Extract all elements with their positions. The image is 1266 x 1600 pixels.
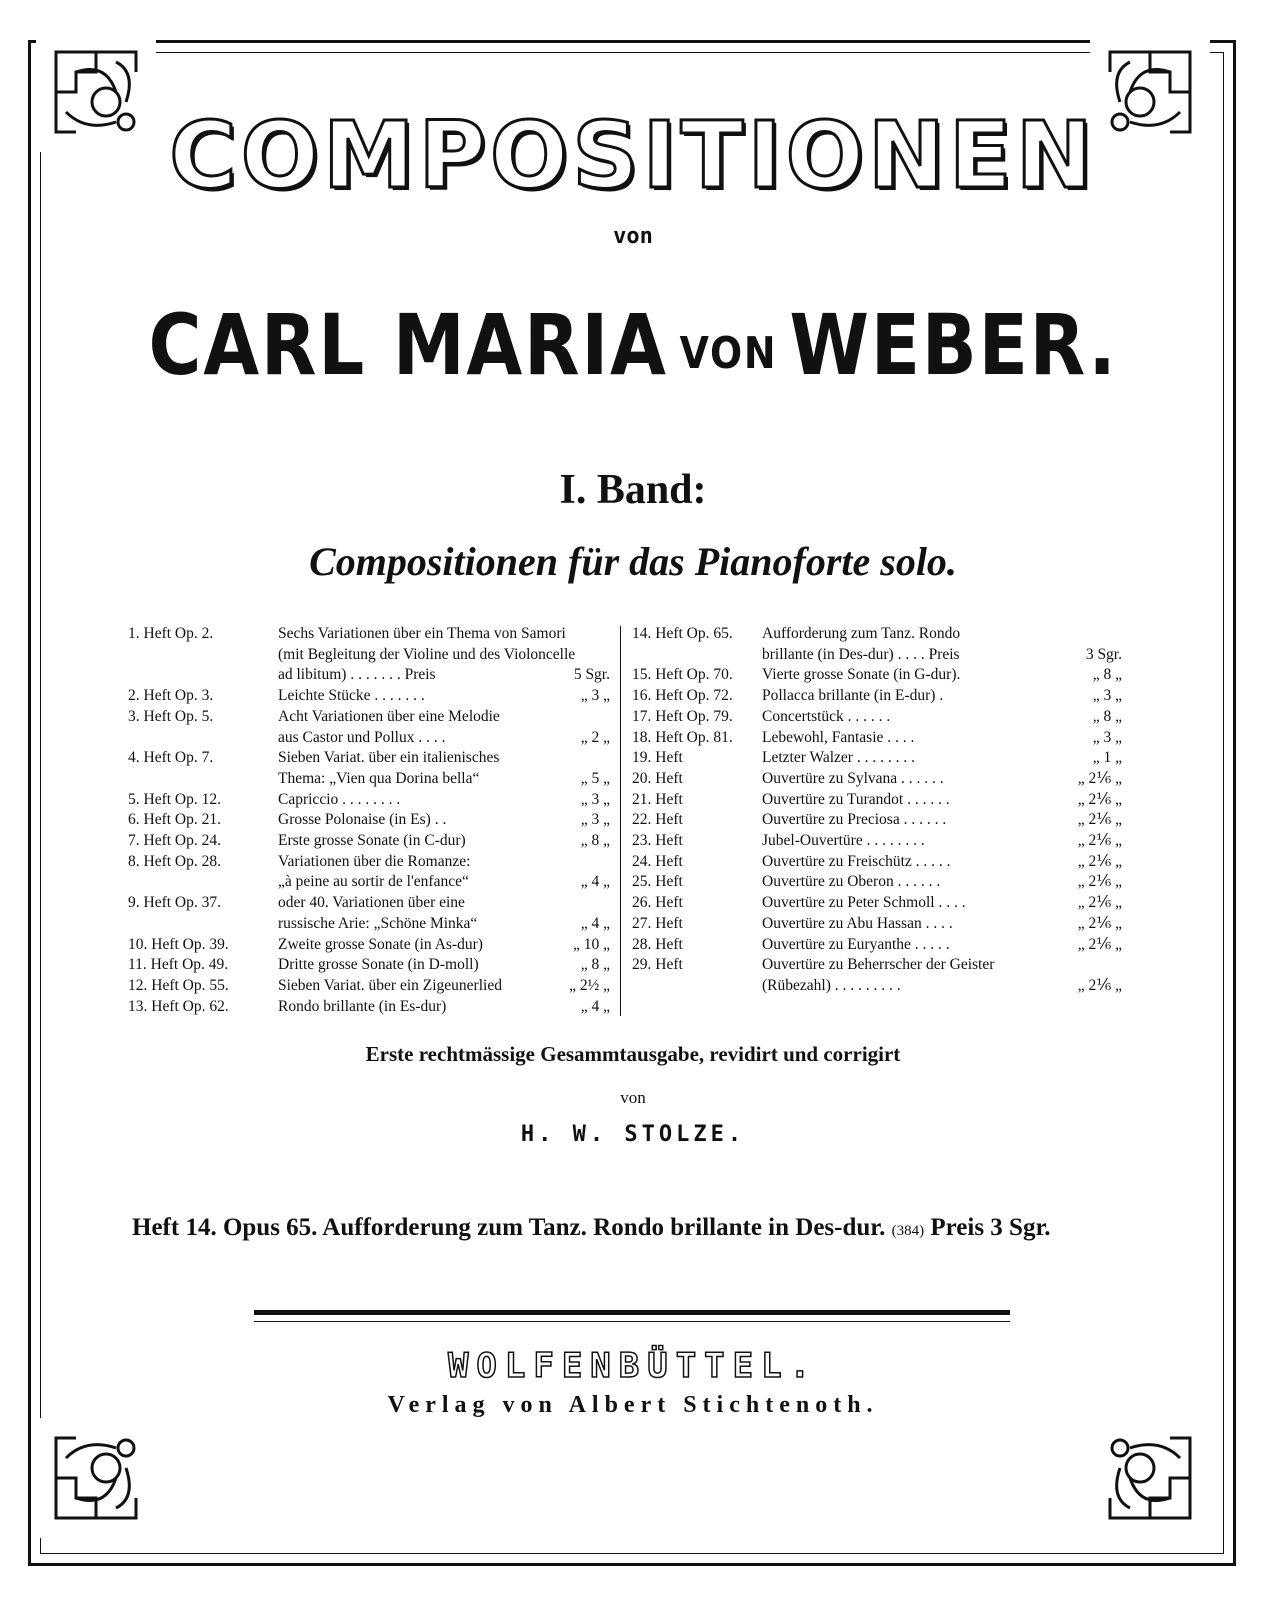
list-item (632, 790, 1122, 811)
entry-desc: Dritte grosse Sonate (in D-moll) (278, 956, 479, 974)
band-heading: I. Band: (559, 467, 707, 513)
list-item (632, 665, 1122, 686)
works-list-left (128, 624, 610, 1017)
entry-desc: „à peine au sortir de l'enfance“ (278, 873, 469, 891)
entry-price (566, 624, 636, 645)
corner-ornament-icon (1090, 1418, 1210, 1538)
list-item (128, 748, 610, 769)
entry-desc: (mit Begleitung der Violine und des Violoncelle (278, 645, 576, 663)
entry-num: 1. Heft Op. 2. (128, 625, 214, 642)
entry-price: „ 2½ „ (569, 976, 610, 994)
entry-price: „ 2⅙ „ (1077, 769, 1122, 787)
issue-price: Preis 3 Sgr. (930, 1214, 1051, 1241)
entry-num: 22. Heft (632, 811, 683, 829)
entry-price: „ 3 „ (580, 790, 610, 808)
entry-desc: aus Castor und Pollux . . . . (278, 728, 446, 746)
list-item (128, 810, 610, 831)
thick-rule (254, 1310, 1010, 1315)
entry-desc: Variationen über die Romanze: (278, 852, 471, 870)
entry-desc: Ouvertüre zu Peter Schmoll . . . . (762, 894, 966, 912)
list-item (632, 831, 1122, 852)
list-item (632, 893, 1122, 914)
entry-desc: Grosse Polonaise (in Es) . . (278, 811, 447, 829)
list-item (128, 769, 610, 790)
entry-desc: Acht Variationen über eine Melodie (278, 707, 500, 725)
list-item (128, 790, 610, 811)
entry-price: „ 4 „ (580, 873, 610, 891)
entry-price: „ 3 „ (580, 811, 610, 829)
entry-desc: Vierte grosse Sonate (in G-dur). (762, 666, 961, 684)
list-item (632, 852, 1122, 873)
entry-price (540, 852, 610, 873)
entry-desc: Capriccio . . . . . . . . (278, 790, 401, 808)
entry-num: 13. Heft Op. 62. (128, 997, 229, 1015)
entry-desc: brillante (in Des-dur) . . . . Preis (762, 645, 960, 663)
list-item (128, 728, 610, 749)
entry-price: „ 2⅙ „ (1077, 873, 1122, 891)
entry-price: „ 2⅙ „ (1077, 894, 1122, 912)
subtitle: Compositionen für das Pianoforte solo. (309, 539, 957, 584)
entry-num: 25. Heft (632, 873, 683, 891)
entry-num (128, 872, 278, 893)
entry-desc: Zweite grosse Sonate (in As-dur) (278, 935, 483, 953)
thin-rule (254, 1321, 1010, 1322)
list-item (632, 769, 1122, 790)
entry-price: „ 10 „ (572, 935, 610, 953)
entry-num: 17. Heft Op. 79. (632, 707, 733, 725)
publisher-city: WOLFENBÜTTEL. (447, 1346, 819, 1386)
entry-num (128, 665, 278, 686)
entry-num (128, 728, 278, 749)
list-item (632, 914, 1122, 935)
list-item (128, 914, 610, 935)
von-label-2: von (620, 1088, 646, 1107)
entry-price (540, 748, 610, 769)
publisher-name: Verlag von Albert Stichtenoth. (387, 1392, 879, 1418)
entry-desc: Sieben Variat. über ein italienisches (278, 749, 500, 767)
entry-num: 9. Heft Op. 37. (128, 894, 221, 912)
entry-num: 4. Heft Op. 7. (128, 749, 214, 767)
entry-desc: Ouvertüre zu Oberon . . . . . . (762, 873, 941, 891)
entry-price: „ 2⅙ „ (1077, 976, 1122, 994)
entry-desc: Leichte Stücke . . . . . . . (278, 687, 425, 705)
entry-desc: ad libitum) . . . . . . . Preis (278, 666, 436, 684)
entry-num: 10. Heft Op. 39. (128, 935, 229, 953)
entry-desc: Rondo brillante (in Es-dur) (278, 997, 447, 1015)
list-item (128, 831, 610, 852)
entry-desc: Lebewohl, Fantasie . . . . (762, 728, 915, 746)
list-item (128, 997, 610, 1018)
entry-price: „ 3 „ (1092, 728, 1122, 746)
page-title: COMPOSITIONEN (169, 102, 1097, 209)
list-item (128, 893, 610, 914)
entry-desc: Ouvertüre zu Preciosa . . . . . . (762, 811, 947, 829)
entry-price: „ 3 „ (580, 687, 610, 705)
entry-price: „ 2⅙ „ (1077, 811, 1122, 829)
list-item (128, 686, 610, 707)
entry-price: „ 4 „ (580, 914, 610, 932)
entry-num: 11. Heft Op. 49. (128, 956, 229, 974)
entry-price: „ 4 „ (580, 997, 610, 1015)
list-item (632, 707, 1122, 728)
entry-price (1032, 624, 1122, 645)
entry-num: 8. Heft Op. 28. (128, 852, 221, 870)
entry-num: 23. Heft (632, 832, 683, 850)
list-item (128, 645, 610, 666)
entry-num: 18. Heft Op. 81. (632, 728, 733, 746)
entry-price: „ 5 „ (580, 769, 610, 787)
entry-price: „ 2⅙ „ (1077, 832, 1122, 850)
entry-desc: Ouvertüre zu Freischütz . . . . . (762, 852, 951, 870)
entry-num: 28. Heft (632, 935, 683, 953)
list-item (632, 645, 1122, 666)
entry-num: 15. Heft Op. 70. (632, 666, 733, 684)
plate-number: (384) (891, 1223, 925, 1239)
entry-num: 16. Heft Op. 72. (632, 687, 733, 705)
entry-num: 7. Heft Op. 24. (128, 832, 221, 850)
entry-desc: Erste grosse Sonate (in C-dur) (278, 832, 466, 850)
entry-desc: Ouvertüre zu Turandot . . . . . . (762, 790, 950, 808)
entry-num: 6. Heft Op. 21. (128, 811, 221, 829)
entry-price: „ 8 „ (580, 832, 610, 850)
entry-desc: Sieben Variat. über ein Zigeunerlied (278, 976, 502, 994)
list-item (128, 624, 610, 645)
entry-num (128, 769, 278, 790)
entry-num: 20. Heft (632, 769, 683, 787)
list-item (128, 665, 610, 686)
editor-name: H. W. STOLZE. (520, 1122, 746, 1147)
corner-ornament-icon (36, 1418, 156, 1538)
entry-price: „ 2 „ (580, 728, 610, 746)
composer-first: CARL MARIA (148, 296, 668, 394)
entry-num (128, 914, 278, 935)
entry-desc: Jubel-Ouvertüre . . . . . . . . (762, 832, 925, 850)
list-item (632, 976, 1122, 997)
entry-num: 29. Heft (632, 956, 683, 974)
current-issue (132, 1214, 1132, 1242)
entry-desc: russische Arie: „Schöne Minka“ (278, 914, 478, 932)
issue-title: Heft 14. Opus 65. Aufforderung zum Tanz. Rondo brillante in Des-dur. (132, 1214, 886, 1241)
list-item (128, 872, 610, 893)
entry-price: „ 3 „ (1092, 687, 1122, 705)
list-item (128, 852, 610, 873)
entry-price: 5 Sgr. (573, 666, 610, 684)
list-item (632, 748, 1122, 769)
list-item (632, 624, 1122, 645)
entry-price: „ 2⅙ „ (1077, 790, 1122, 808)
entry-desc: Sechs Variationen über ein Thema von Samori (278, 625, 566, 642)
entry-num: 14. Heft Op. 65. (632, 625, 733, 642)
entry-desc: (Rübezahl) . . . . . . . . . (762, 976, 901, 994)
entry-price (1032, 955, 1122, 976)
entry-price: „ 2⅙ „ (1077, 935, 1122, 953)
entry-num: 5. Heft Op. 12. (128, 790, 221, 808)
entry-desc: Ouvertüre zu Beherrscher der Geister (762, 956, 995, 974)
list-item (632, 872, 1122, 893)
entry-num: 26. Heft (632, 894, 683, 912)
entry-price: „ 8 „ (1092, 666, 1122, 684)
entry-num: 19. Heft (632, 749, 683, 767)
list-item (632, 810, 1122, 831)
list-item (632, 955, 1122, 976)
entry-price: „ 8 „ (580, 956, 610, 974)
column-divider (620, 626, 621, 1016)
composer-last: WEBER. (789, 296, 1118, 394)
entry-desc: Thema: „Vien qua Dorina bella“ (278, 769, 480, 787)
entry-price: 3 Sgr. (1085, 645, 1122, 663)
list-item (128, 955, 610, 976)
entry-price: „ 2⅙ „ (1077, 914, 1122, 932)
composer-name (89, 296, 1178, 394)
entry-num: 2. Heft Op. 3. (128, 687, 214, 705)
entry-desc: Pollacca brillante (in E-dur) . (762, 687, 944, 705)
entry-num: 27. Heft (632, 914, 683, 932)
entry-desc: Ouvertüre zu Sylvana . . . . . . (762, 769, 944, 787)
entry-num: 12. Heft Op. 55. (128, 976, 229, 994)
entry-desc: Aufforderung zum Tanz. Rondo (762, 625, 961, 642)
entry-desc: Letzter Walzer . . . . . . . . (762, 749, 915, 767)
entry-desc: oder 40. Variationen über eine (278, 894, 465, 912)
list-item (128, 935, 610, 956)
list-item (632, 728, 1122, 749)
works-list-right (632, 624, 1122, 997)
entry-num (632, 645, 762, 666)
entry-desc: Ouvertüre zu Abu Hassan . . . . (762, 914, 953, 932)
entry-num: 21. Heft (632, 790, 683, 808)
list-item (128, 707, 610, 728)
entry-price (540, 893, 610, 914)
entry-num: 24. Heft (632, 852, 683, 870)
entry-desc: Concertstück . . . . . . (762, 707, 891, 725)
list-item (632, 935, 1122, 956)
entry-num (632, 976, 762, 997)
entry-price: „ 8 „ (1092, 707, 1122, 725)
list-item (128, 976, 610, 997)
entry-num (128, 645, 278, 666)
entry-desc: Ouvertüre zu Euryanthe . . . . . (762, 935, 950, 953)
entry-num: 3. Heft Op. 5. (128, 707, 214, 725)
composer-particle: VON (679, 328, 778, 379)
entry-price: „ 1 „ (1092, 749, 1122, 767)
von-label: von (613, 224, 653, 249)
entry-price: „ 2⅙ „ (1077, 852, 1122, 870)
entry-price (540, 707, 610, 728)
edition-note: Erste rechtmässige Gesammtausgabe, revidirt und corrigirt (365, 1042, 901, 1066)
list-item (632, 686, 1122, 707)
